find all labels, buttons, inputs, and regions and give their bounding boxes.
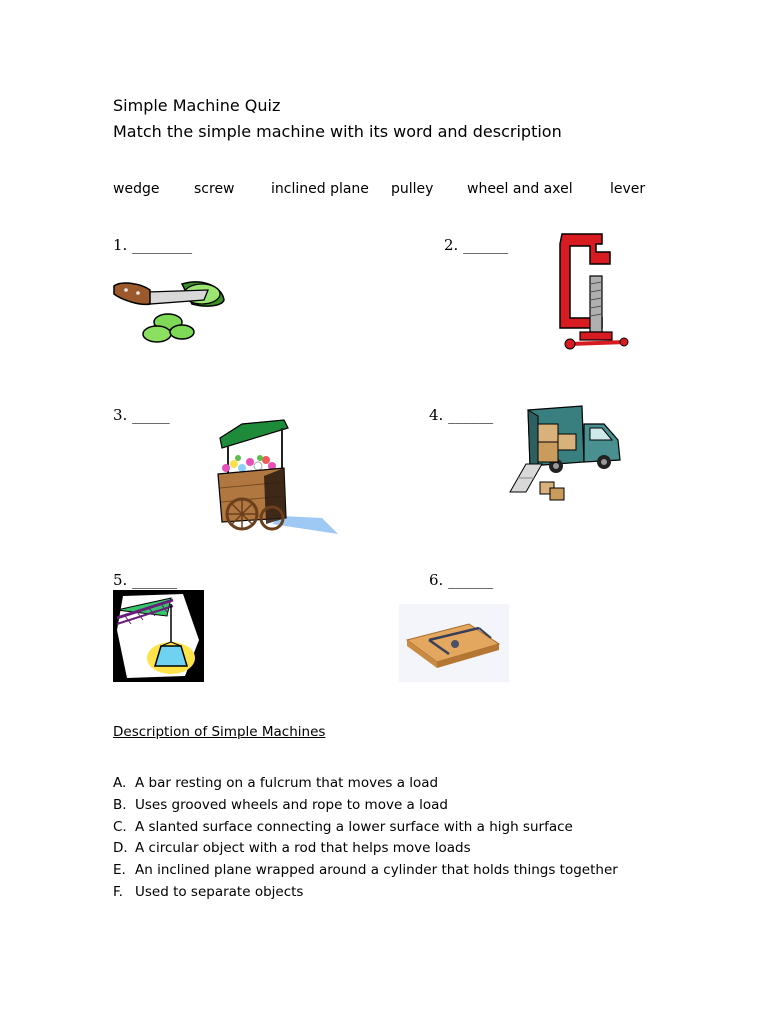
question-1-label: 1. ________ bbox=[113, 236, 193, 254]
mousetrap-icon bbox=[399, 604, 509, 682]
description-item bbox=[113, 838, 618, 860]
c-clamp-icon bbox=[550, 232, 628, 354]
word-bank-item: pulley bbox=[391, 181, 434, 197]
crane-pulley-icon bbox=[113, 590, 204, 682]
description-item bbox=[113, 795, 618, 817]
question-4-label: 4. ______ bbox=[429, 406, 494, 424]
word-bank-item: lever bbox=[610, 181, 646, 197]
description-letter: F. bbox=[113, 883, 123, 900]
quiz-instructions: Match the simple machine with its word and description bbox=[113, 122, 562, 141]
knife-cutting-cucumber-icon bbox=[112, 276, 228, 348]
description-letter: C. bbox=[113, 818, 127, 835]
question-3-label: 3. _____ bbox=[113, 406, 170, 424]
word-bank-item: wedge bbox=[113, 181, 160, 197]
word-bank-item: screw bbox=[194, 181, 235, 197]
description-letter: B. bbox=[113, 796, 127, 813]
description-letter: A. bbox=[113, 775, 127, 791]
description-text: A slanted surface connecting a lower surface with a high surface bbox=[135, 818, 573, 835]
question-2-label: 2. ______ bbox=[444, 236, 509, 254]
question-5-label: 5. ______ bbox=[113, 571, 178, 589]
word-bank-item: wheel and axel bbox=[467, 181, 573, 197]
description-text: An inclined plane wrapped around a cylinder that holds things together bbox=[135, 862, 618, 879]
descriptions-list bbox=[113, 773, 618, 904]
description-item bbox=[113, 817, 618, 839]
descriptions-heading: Description of Simple Machines bbox=[113, 724, 326, 740]
description-text: A circular object with a rod that helps move loads bbox=[135, 840, 471, 857]
word-bank bbox=[113, 181, 673, 203]
moving-truck-ramp-icon bbox=[508, 404, 624, 504]
description-item bbox=[113, 860, 618, 882]
description-item bbox=[113, 773, 618, 795]
description-text: A bar resting on a fulcrum that moves a load bbox=[135, 775, 439, 791]
question-6-label: 6. ______ bbox=[429, 571, 494, 589]
flower-cart-icon bbox=[212, 418, 340, 538]
description-text: Used to separate objects bbox=[135, 883, 304, 900]
description-letter: D. bbox=[113, 840, 128, 857]
quiz-title: Simple Machine Quiz bbox=[113, 96, 281, 115]
description-text: Uses grooved wheels and rope to move a load bbox=[135, 796, 448, 813]
word-bank-item: inclined plane bbox=[271, 181, 369, 197]
description-letter: E. bbox=[113, 862, 126, 879]
description-item bbox=[113, 882, 618, 904]
